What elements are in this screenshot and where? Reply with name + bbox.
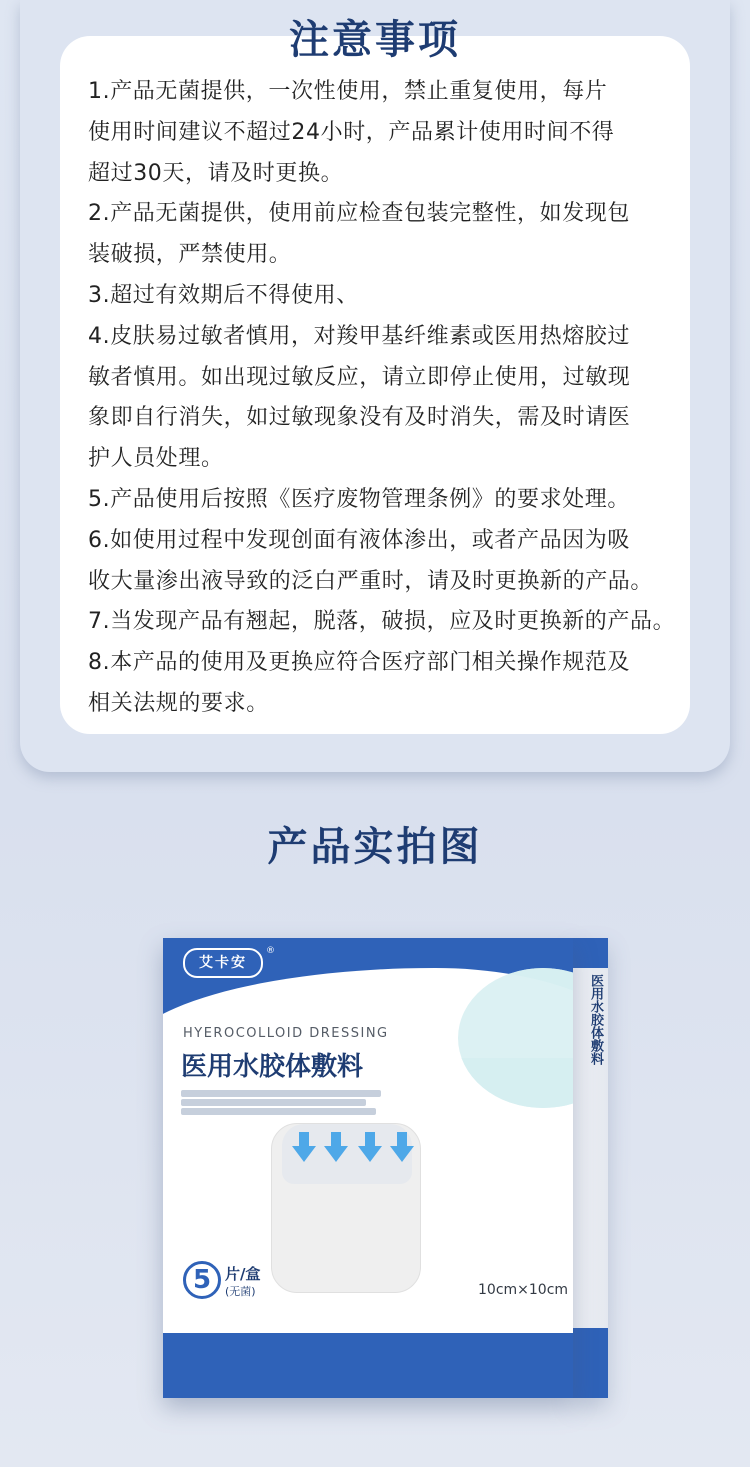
notice-line: 收大量渗出液导致的泛白严重时，请及时更换新的产品。 bbox=[88, 568, 654, 594]
notice-line: 超过30天，请及时更换。 bbox=[88, 160, 344, 186]
sterile-note: (无菌) bbox=[225, 1285, 256, 1298]
notice-line: 1.产品无菌提供，一次性使用，禁止重复使用，每片 bbox=[88, 79, 608, 104]
quantity-unit: 片/盒 bbox=[225, 1265, 261, 1283]
size-label: 10cm×10cm bbox=[478, 1282, 569, 1298]
notice-line: 象即自行消失，如过敏现象没有及时消失，需及时请医 bbox=[88, 405, 631, 431]
notice-line: 8.本产品的使用及更换应符合医疗部门相关操作规范及 bbox=[88, 650, 630, 676]
info-line bbox=[181, 1099, 366, 1106]
chinese-product-name: 医用水胶体敷料 bbox=[181, 1052, 364, 1082]
brand-name: 艾卡安 bbox=[199, 955, 247, 971]
notice-title: 注意事项 bbox=[289, 17, 461, 63]
arrow-down-icon bbox=[358, 1132, 382, 1164]
notice-line: 护人员处理。 bbox=[88, 446, 224, 472]
product-box-side bbox=[573, 938, 608, 1398]
notice-line: 装破损，严禁使用。 bbox=[88, 242, 292, 268]
info-line bbox=[181, 1108, 376, 1115]
arrow-down-icon bbox=[292, 1132, 316, 1164]
english-product-name: HYEROCOLLOID DRESSING bbox=[183, 1026, 389, 1041]
arrow-down-icon bbox=[324, 1132, 348, 1164]
notice-list bbox=[88, 72, 708, 725]
side-band-top bbox=[573, 938, 608, 968]
registration-info-block bbox=[181, 1090, 381, 1114]
dressing-illustration bbox=[271, 1123, 421, 1293]
quantity-number: 5 bbox=[192, 1265, 212, 1295]
side-band-bottom bbox=[573, 1328, 608, 1398]
notice-line: 2.产品无菌提供，使用前应检查包装完整性，如发现包 bbox=[88, 201, 630, 227]
notice-line: 敏者慎用。如出现过敏反应，请立即停止使用，过敏现 bbox=[88, 364, 631, 390]
photo-section-title: 产品实拍图 bbox=[267, 824, 483, 870]
notice-line: 7.当发现产品有翘起，脱落，破损，应及时更换新的产品。 bbox=[88, 609, 676, 635]
side-label: 医用水胶体敷料 bbox=[588, 974, 603, 1065]
brand-logo bbox=[183, 948, 263, 978]
notice-line: 相关法规的要求。 bbox=[88, 690, 269, 716]
registered-mark: ® bbox=[266, 946, 275, 956]
notice-line: 6.如使用过程中发现创面有液体渗出，或者产品因为吸 bbox=[88, 527, 630, 553]
notice-line: 3.超过有效期后不得使用、 bbox=[88, 282, 359, 308]
arrow-down-icon bbox=[390, 1132, 414, 1164]
notice-line: 5.产品使用后按照《医疗废物管理条例》的要求处理。 bbox=[88, 486, 630, 512]
notice-line: 使用时间建议不超过24小时，产品累计使用时间不得 bbox=[88, 119, 615, 145]
product-box-image bbox=[163, 938, 608, 1398]
box-footer-band bbox=[163, 1333, 573, 1398]
quantity-badge bbox=[183, 1261, 221, 1299]
notice-line: 4.皮肤易过敏者慎用，对羧甲基纤维素或医用热熔胶过 bbox=[88, 323, 630, 349]
info-line bbox=[181, 1090, 381, 1097]
product-box-front bbox=[163, 938, 573, 1398]
dressing-tab bbox=[282, 1124, 412, 1184]
